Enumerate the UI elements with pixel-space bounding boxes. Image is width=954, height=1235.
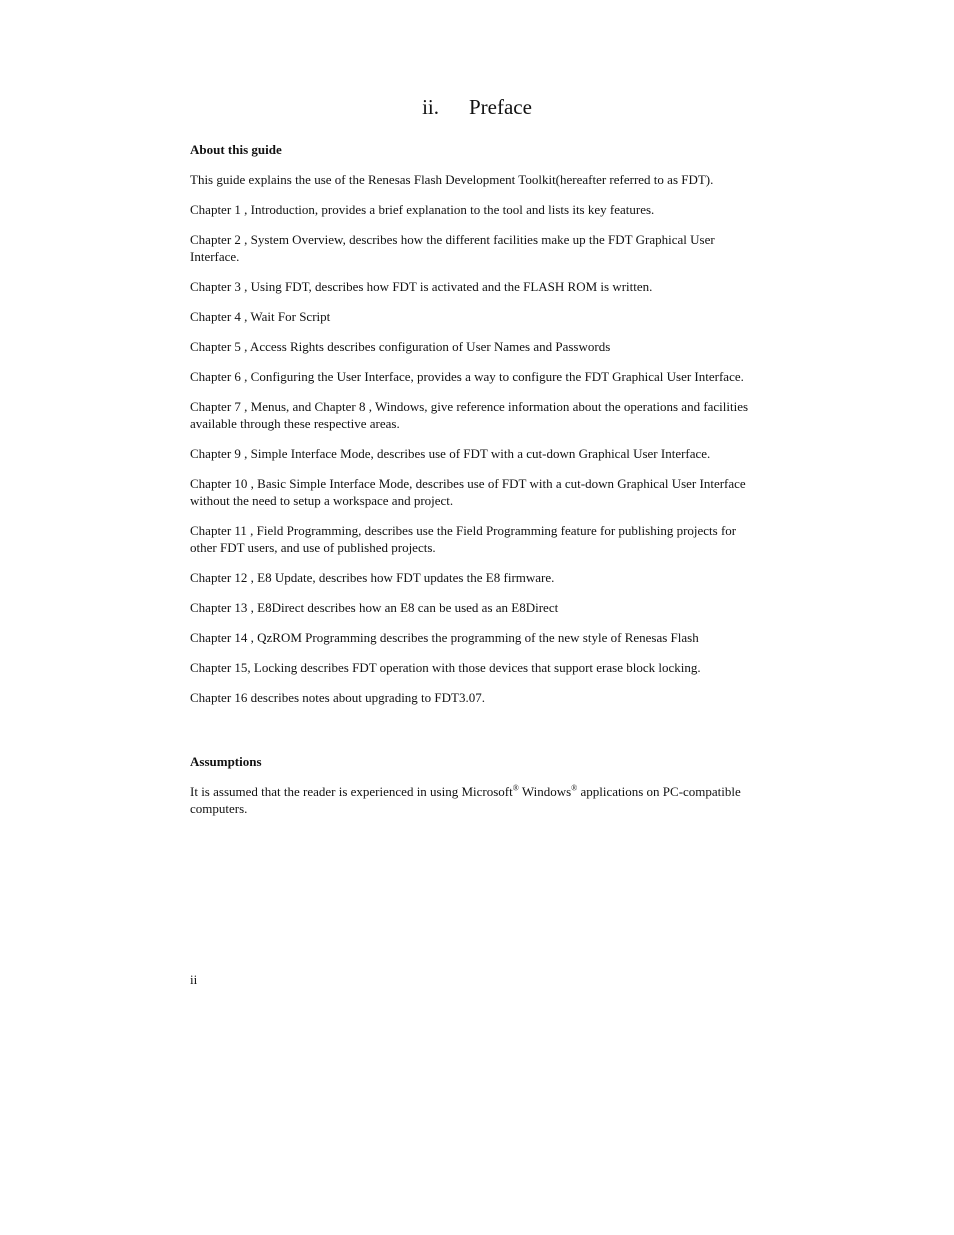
chapter-2-description: Chapter 2 , System Overview, describes how the different facilities make up the FDT Graphical User Interface. — [190, 232, 715, 264]
chapter-16-description: Chapter 16 describes notes about upgrading to FDT3.07. — [190, 690, 485, 705]
section-spacer — [190, 719, 765, 753]
page-number: ii — [190, 972, 198, 987]
page-title — [0, 94, 954, 120]
registered-trademark-mark: ® — [512, 783, 519, 793]
section-title: Preface — [468, 95, 532, 119]
chapter-7-8-description: Chapter 7 , Menus, and Chapter 8 , Windows, give reference information about the operations and facilities available through these respective areas. — [190, 399, 749, 431]
chapter-11-description: Chapter 11 , Field Programming, describes use the Field Programming feature for publishing projects for other FDT users, and use of published projects. — [190, 523, 737, 555]
chapter-4-description: Chapter 4 , Wait For Script — [190, 309, 331, 324]
chapter-3-description: Chapter 3 , Using FDT, describes how FDT is activated and the FLASH ROM is written. — [190, 279, 653, 294]
chapter-1-description: Chapter 1 , Introduction, provides a brief explanation to the tool and lists its key features. — [190, 202, 655, 217]
assumptions-text-part-3: applications on PC-compatible computers. — [190, 784, 741, 816]
assumptions-text-part-2: Windows — [518, 784, 572, 799]
section-number: ii. — [422, 95, 439, 119]
registered-trademark-mark: ® — [571, 783, 578, 793]
chapter-9-description: Chapter 9 , Simple Interface Mode, describes use of FDT with a cut-down Graphical User Interface. — [190, 446, 711, 461]
about-heading: About this guide — [190, 142, 282, 157]
chapter-13-description: Chapter 13 , E8Direct describes how an E8 can be used as an E8Direct — [190, 600, 559, 615]
page-content — [190, 141, 765, 830]
chapter-6-description: Chapter 6 , Configuring the User Interface, provides a way to configure the FDT Graphical User Interface. — [190, 369, 744, 384]
chapter-14-description: Chapter 14 , QzROM Programming describes the programming of the new style of Renesas Flash — [190, 630, 699, 645]
about-intro: This guide explains the use of the Renesas Flash Development Toolkit(hereafter referred to as FDT). — [190, 172, 714, 187]
chapter-10-description: Chapter 10 , Basic Simple Interface Mode, describes use of FDT with a cut-down Graphical User Interface without the need to setup a workspace and project. — [190, 476, 746, 508]
assumptions-text — [190, 783, 765, 817]
chapter-15-description: Chapter 15, Locking describes FDT operation with those devices that support erase block locking. — [190, 660, 701, 675]
assumptions-text-part-1: It is assumed that the reader is experienced in using Microsoft — [190, 784, 513, 799]
chapter-5-description: Chapter 5 , Access Rights describes configuration of User Names and Passwords — [190, 339, 611, 354]
chapter-12-description: Chapter 12 , E8 Update, describes how FDT updates the E8 firmware. — [190, 570, 555, 585]
assumptions-heading: Assumptions — [190, 754, 262, 769]
